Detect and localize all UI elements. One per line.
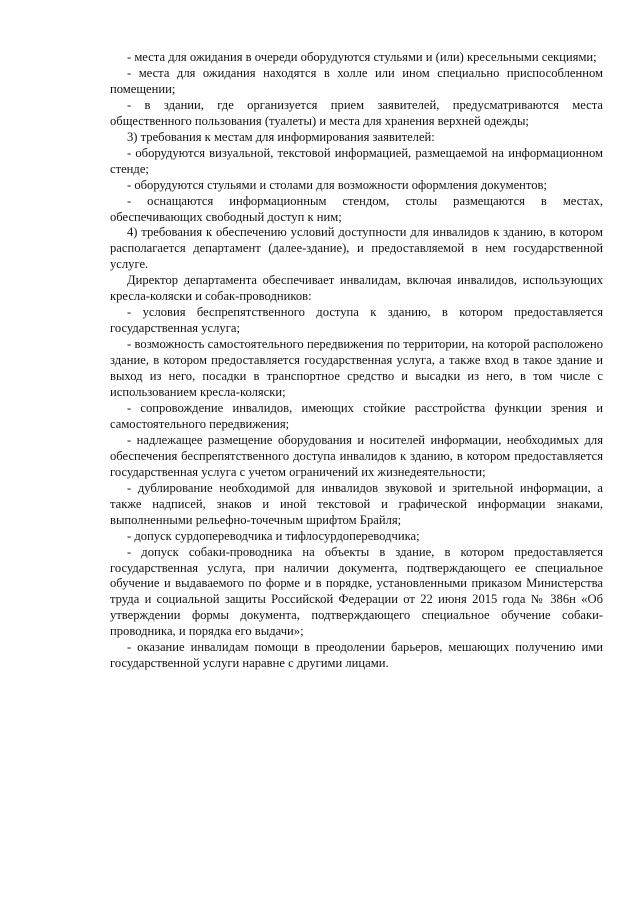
paragraph: 3) требования к местам для информирования заявителей:: [127, 129, 435, 144]
paragraph: - сопровождение инвалидов, имеющих стойкие расстройства функции зрения и самостоятельного передвижения;: [110, 400, 603, 431]
paragraph: Директор департамента обеспечивает инвалидам, включая инвалидов, использующих кресла-коляски и собак-проводников:: [110, 273, 603, 304]
paragraph: - места для ожидания в очереди оборудуются стульями и (или) кресельными секциями;: [127, 50, 597, 64]
paragraph: - оснащаются информационным стендом, столы размещаются в местах, обеспечивающих свободный доступ к ним;: [110, 193, 603, 224]
paragraph: - допуск сурдопереводчика и тифлосурдопереводчика;: [127, 528, 420, 543]
paragraph: - надлежащее размещение оборудования и носителей информации, необходимых для обеспечения беспрепятственного доступа инвалидов к зданию, в котором предоставляется государственная услуга с учетом ограничений их жизнедеятельности;: [110, 432, 603, 479]
paragraph: - оборудуются стульями и столами для возможности оформления документов;: [127, 177, 547, 192]
paragraph: - оборудуются визуальной, текстовой информацией, размещаемой на информационном стенде;: [110, 145, 603, 176]
paragraph: - условия беспрепятственного доступа к зданию, в котором предоставляется государственная услуга;: [110, 305, 603, 336]
paragraph: - возможность самостоятельного передвижения по территории, на которой расположено здание, в котором предоставляется государственная услуга, а также вход в такое здание и выход из него, посадки в транспортное средство и высадки из него, в том числе с использованием кресла-коляски;: [110, 337, 603, 400]
paragraph: 4) требования к обеспечению условий доступности для инвалидов к зданию, в котором располагается департамент (далее-здание), и предоставляемой в нем государственной услуге.: [110, 225, 603, 272]
paragraph: - допуск собаки-проводника на объекты в здание, в котором предоставляется государственная услуга, при наличии документа, подтверждающего ее специальное обучение и выдаваемого по форме и в порядке, установленными приказом Министерства труда и социальной защиты Российской Федерации от 22 июня 2015 года № 386н «Об утверждении формы документа, подтверждающего специальное обучение собаки-проводника, и порядка его выдачи»;: [110, 544, 603, 639]
paragraph: - в здании, где организуется прием заявителей, предусматриваются места общественного пользования (туалеты) и места для хранения верхней одежды;: [110, 97, 603, 128]
paragraph: - оказание инвалидам помощи в преодолении барьеров, мешающих получению ими государственной услуги наравне с другими лицами.: [110, 640, 603, 671]
paragraph: - места для ожидания находятся в холле или ином специально приспособленном помещении;: [110, 65, 603, 96]
paragraph: - дублирование необходимой для инвалидов звуковой и зрительной информации, а также надписей, знаков и иной текстовой и графической информации знаками, выполненными рельефно-точечным шрифтом Брайля;: [110, 480, 603, 527]
document-body: [110, 50, 603, 672]
